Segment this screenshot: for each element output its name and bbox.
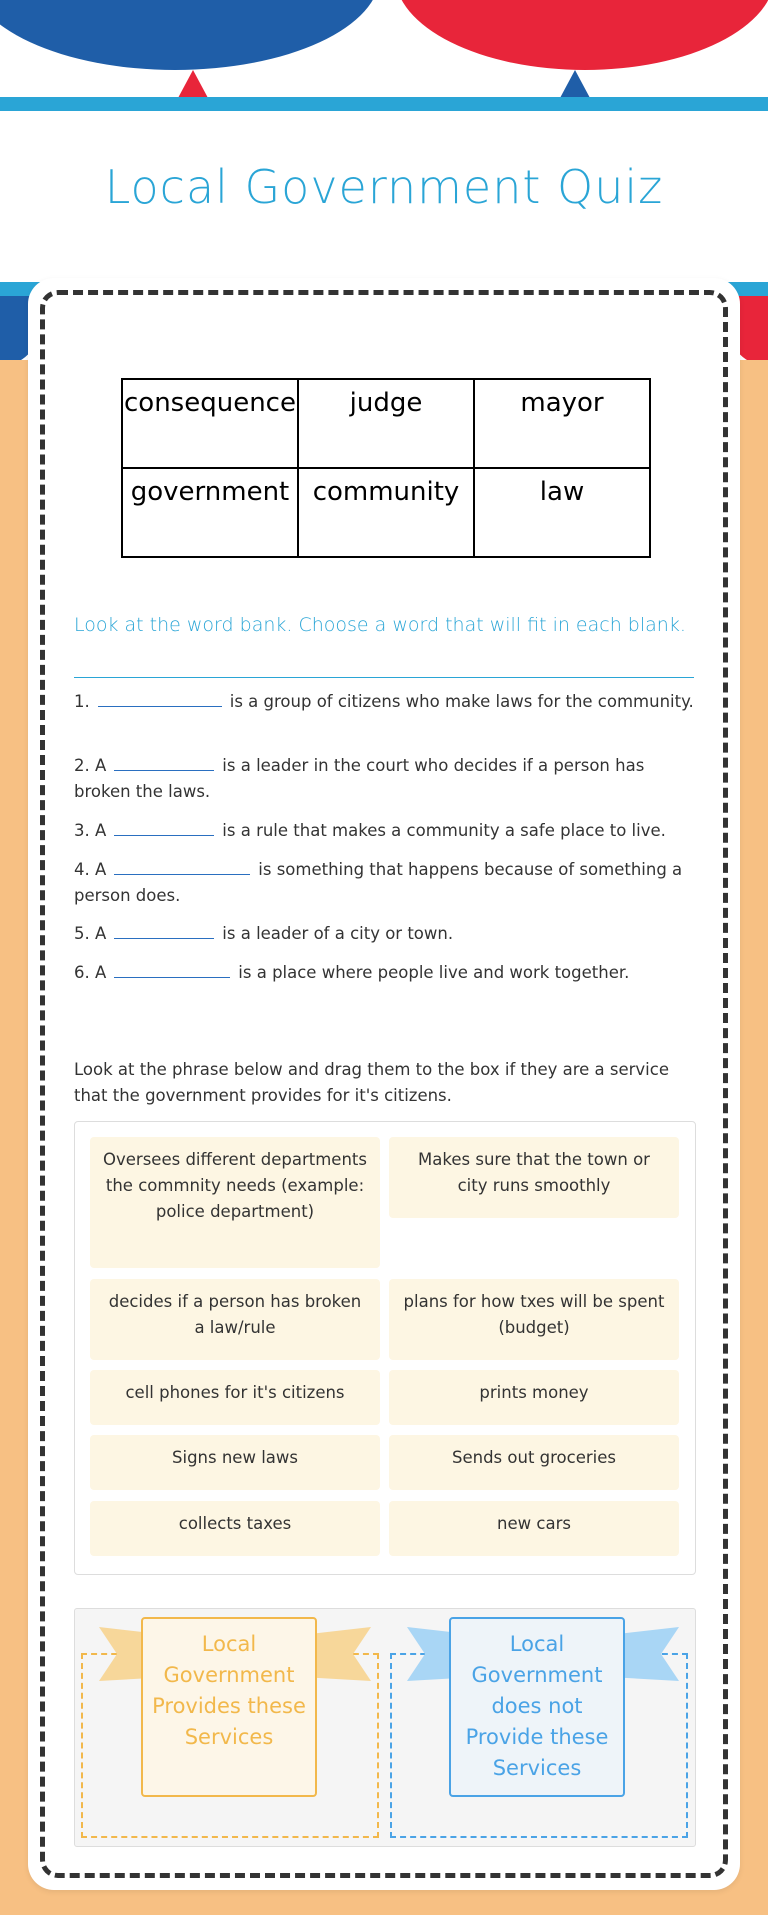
question-number: 2. A bbox=[74, 756, 107, 775]
question-number: 1. bbox=[74, 692, 90, 711]
draggable-items-area bbox=[74, 1121, 696, 1575]
balloon-knot-blue bbox=[560, 70, 590, 98]
question-text: is a rule that makes a community a safe place to live. bbox=[222, 821, 666, 840]
drag-item-7[interactable]: Signs new laws bbox=[90, 1435, 380, 1490]
drag-item-10[interactable]: new cars bbox=[389, 1501, 679, 1556]
page-title: Local Government Quiz bbox=[104, 160, 664, 214]
word-bank-row bbox=[122, 468, 650, 557]
question-1 bbox=[74, 688, 694, 715]
question-number: 4. A bbox=[74, 860, 107, 879]
target-label-does-not-provide: Local Government does not Provide these Services bbox=[449, 1617, 625, 1797]
word-bank-cell: judge bbox=[298, 379, 474, 468]
question-5 bbox=[74, 920, 694, 947]
question-4 bbox=[74, 856, 694, 909]
answer-blank-3[interactable] bbox=[114, 817, 214, 836]
drag-item-5[interactable]: cell phones for it's citizens bbox=[90, 1370, 380, 1425]
divider bbox=[74, 677, 694, 678]
balloon-blue bbox=[0, 0, 380, 70]
answer-blank-1[interactable] bbox=[98, 688, 222, 707]
balloon-red bbox=[395, 0, 768, 70]
word-bank-table bbox=[121, 378, 651, 558]
question-text: is a leader in the court who decides if a person has broken the laws. bbox=[74, 756, 645, 801]
question-text: is a group of citizens who make laws for the community. bbox=[229, 692, 694, 711]
word-bank-cell: consequence bbox=[122, 379, 298, 468]
fill-blank-instruction: Look at the word bank. Choose a word that will fit in each blank. bbox=[74, 614, 686, 636]
answer-blank-2[interactable] bbox=[114, 752, 214, 771]
word-bank-cell: mayor bbox=[474, 379, 650, 468]
drag-item-2[interactable]: Makes sure that the town or city runs smoothly bbox=[389, 1137, 679, 1218]
question-text: is a place where people live and work together. bbox=[238, 963, 630, 982]
word-bank-cell: government bbox=[122, 468, 298, 557]
word-bank-cell: law bbox=[474, 468, 650, 557]
question-number: 6. A bbox=[74, 963, 107, 982]
answer-blank-4[interactable] bbox=[114, 856, 250, 875]
drag-item-9[interactable]: collects taxes bbox=[90, 1501, 380, 1556]
question-3 bbox=[74, 817, 694, 844]
drag-item-8[interactable]: Sends out groceries bbox=[389, 1435, 679, 1490]
word-bank-row bbox=[122, 379, 650, 468]
question-text: is something that happens because of something a person does. bbox=[74, 860, 683, 905]
answer-blank-6[interactable] bbox=[114, 959, 230, 978]
drag-item-3[interactable]: decides if a person has broken a law/rule bbox=[90, 1279, 380, 1360]
drag-item-4[interactable]: plans for how txes will be spent (budget) bbox=[389, 1279, 679, 1360]
balloon-knot-red bbox=[178, 70, 208, 98]
question-text: is a leader of a city or town. bbox=[222, 924, 454, 943]
top-stripe bbox=[0, 97, 768, 111]
drag-item-6[interactable]: prints money bbox=[389, 1370, 679, 1425]
target-label-provides: Local Government Provides these Services bbox=[141, 1617, 317, 1797]
question-number: 3. A bbox=[74, 821, 107, 840]
word-bank-cell: community bbox=[298, 468, 474, 557]
answer-blank-5[interactable] bbox=[114, 920, 214, 939]
drop-targets-area bbox=[74, 1608, 696, 1847]
drag-instruction: Look at the phrase below and drag them to the box if they are a service that the government provides for it's citizens. bbox=[74, 1060, 669, 1105]
question-2 bbox=[74, 752, 694, 805]
question-6 bbox=[74, 959, 694, 986]
question-number: 5. A bbox=[74, 924, 107, 943]
drag-item-1[interactable]: Oversees different departments the commnity needs (example: police department) bbox=[90, 1137, 380, 1268]
